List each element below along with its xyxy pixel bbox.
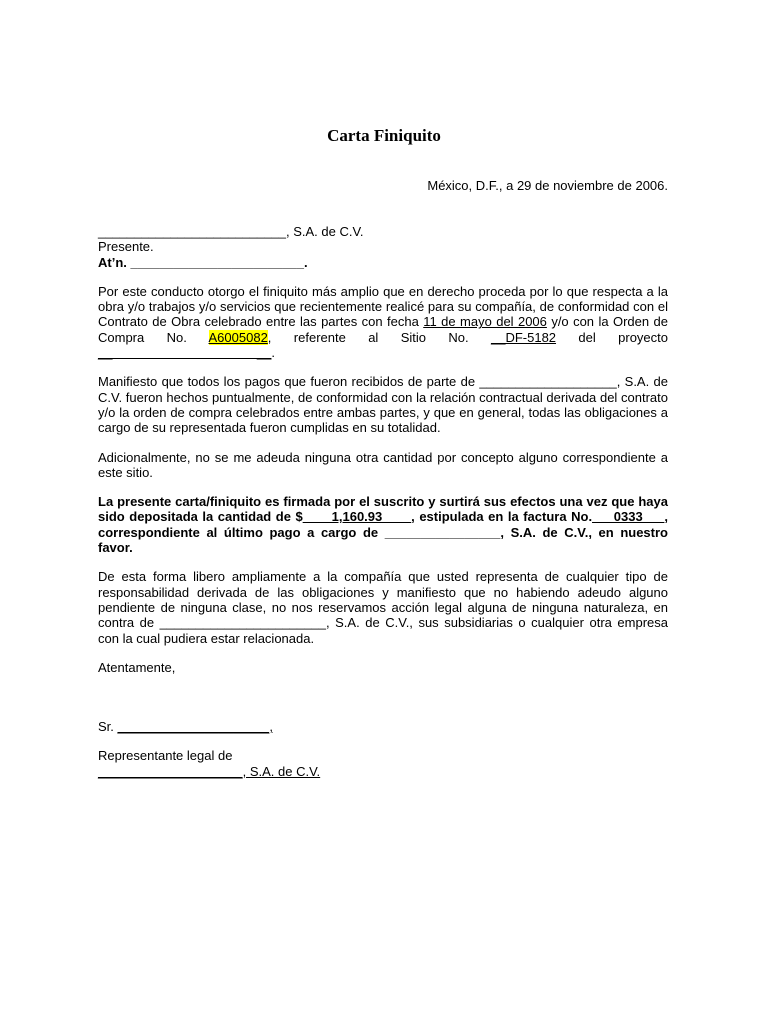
signature-name-blank: _____________________, (117, 719, 273, 735)
signature-sr: Sr. _____________________, (98, 719, 273, 735)
contract-date: 11 de mayo del 2006 (423, 314, 547, 330)
presente-line: Presente. (98, 239, 154, 255)
purchase-order-number: A6005082 (208, 329, 268, 345)
date-line: México, D.F., a 29 de noviembre de 2006. (427, 178, 668, 193)
invoice-number: ___0333___ (592, 509, 665, 525)
closing-line: Atentamente, (98, 659, 176, 675)
company-blank: __________________________ (98, 224, 286, 239)
attn-line: At’n. ________________________. (98, 254, 308, 270)
project-blank: __ __ (98, 345, 272, 361)
company-suffix: , S.A. de C.V. (285, 224, 364, 239)
payment-amount: ____1,160.93____ (302, 509, 412, 525)
addressee-company (98, 224, 668, 239)
paragraph-liberacion: De esta forma libero ampliamente a la compañía que usted representa de cualquier tipo de responsabilidad derivada de las obligaciones y manifiesto que no habiendo adeudo alguno pendiente de ninguna clase, no nos reservamos acción legal alguna de ninguna naturaleza, en contra de _______________________, S.A. de C.V., sus subsidiarias o cualquier otra empresa con la cual pudiera estar relacionada. (98, 569, 668, 646)
paragraph-efectos: La presente carta/finiquito es firmada por el suscrito y surtirá sus efectos una vez que haya sido depositada la cantidad de $____1,160.93____, estipulada en la factura No.___0333___, correspondiente al último pago a cargo de ________________, S.A. de C.V., en nuestro favor. (98, 494, 668, 556)
paragraph-finiquito: Por este conducto otorgo el finiquito más amplio que en derecho proceda por lo que respecta a la obra y/o trabajos y/o servicios que recientemente realicé para su compañía, de conformidad con el Contrato de Obra celebrado entre las partes con fecha 11 de mayo del 2006 y/o con la Orden de Compra No. A6005082, referente al Sitio No. __DF-5182 del proyecto __ __. (98, 283, 668, 361)
representative-label: Representante legal de (98, 748, 233, 764)
paragraph-adicionalmente: Adicionalmente, no se me adeuda ninguna otra cantidad por concepto alguno correspondiente a este sitio. (98, 449, 668, 480)
paragraph-pagos: Manifiesto que todos los pagos que fueron recibidos de parte de ___________________, S.A. de C.V. fueron hechos puntualmente, de conformidad con la relación contractual derivada del contrato y/o la orden de compra celebrados entre ambas partes, y que en general, todas las obligaciones a cargo de su representada fueron cumplidas en su totalidad. (98, 374, 668, 436)
representative-company: ____________________, S.A. de C.V. (98, 763, 321, 779)
document-title: Carta Finiquito (327, 126, 441, 145)
letter-body (98, 224, 668, 779)
site-number: __DF-5182 (490, 329, 557, 345)
